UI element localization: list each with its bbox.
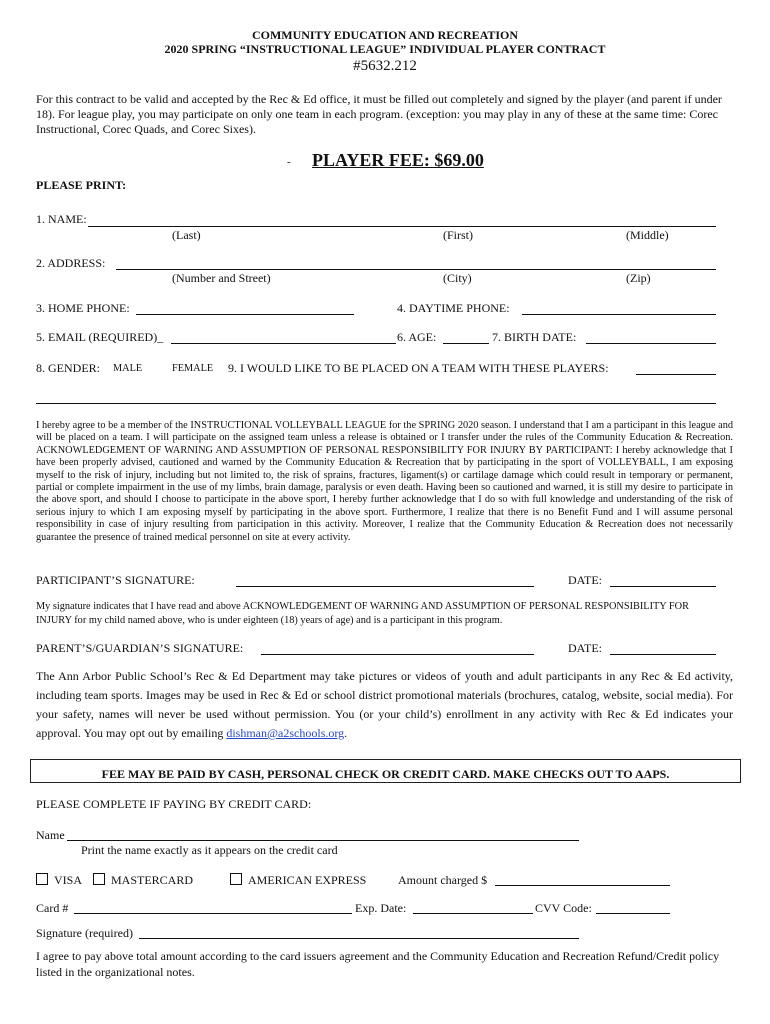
fee-notice: FEE MAY BE PAID BY CASH, PERSONAL CHECK OR CREDIT CARD. MAKE CHECKS OUT TO AAPS. — [101, 767, 670, 781]
address-field[interactable] — [116, 269, 716, 270]
intro-text: For this contract to be valid and accepted by the Rec & Ed office, it must be filled out completely and signed by the player (and parent if under 18). For league play, you may participate on only one team in each program. (exception: you may play in any of these at the same time: Corec Instructional, Corec Quads, and Corec Sixes). — [36, 92, 722, 136]
amount-label: Amount charged $ — [398, 873, 488, 887]
visa-label: VISA — [54, 873, 83, 887]
home-phone-label: 3. HOME PHONE: — [36, 301, 130, 315]
name-last-hint: (Last) — [172, 228, 201, 242]
addr-city-hint: (City) — [443, 271, 472, 285]
exp-label: Exp. Date: — [355, 901, 407, 915]
addr-zip-hint: (Zip) — [626, 271, 651, 285]
age-label: 6. AGE: — [397, 330, 437, 344]
day-phone-label: 4. DAYTIME PHONE: — [397, 301, 510, 315]
visa-checkbox[interactable] — [36, 873, 48, 885]
cc-heading: PLEASE COMPLETE IF PAYING BY CREDIT CARD: — [36, 797, 312, 811]
email-label: 5. EMAIL (REQUIRED)_ — [36, 330, 164, 344]
gender-female[interactable]: FEMALE — [172, 363, 214, 374]
day-phone-field[interactable] — [522, 314, 716, 315]
card-number-label: Card # — [36, 901, 69, 915]
photo-policy-text: The Ann Arbor Public School’s Rec & Ed Department may take pictures or videos of youth and adult participants in any Rec & Ed activity, including team sports. Images may be used in Rec & Ed or school district promotional materials (brochures, catalog, website, social media). For your safety, names will never be used without permission. You (or your child’s) enrollment in any activity with Rec & Ed indicates your approval. You may opt out by emailing — [36, 669, 733, 740]
opt-out-email-link[interactable]: dishman@a2schools.org — [226, 726, 345, 740]
cc-visa-option[interactable] — [36, 873, 82, 888]
org-title: COMMUNITY EDUCATION AND RECREATION — [251, 28, 519, 42]
address-label: 2. ADDRESS: — [36, 256, 106, 270]
amex-label: AMERICAN EXPRESS — [248, 873, 367, 887]
cvv-field[interactable] — [596, 913, 670, 914]
gender-label: 8. GENDER: — [36, 361, 100, 375]
player-fee: PLAYER FEE: $69.00 — [312, 150, 484, 170]
cc-signature-label: Signature (required) — [36, 926, 133, 940]
name-first-hint: (First) — [443, 228, 473, 242]
cvv-label: CVV Code: — [535, 901, 592, 915]
addr-street-hint: (Number and Street) — [172, 271, 271, 285]
amex-checkbox[interactable] — [230, 873, 242, 885]
team-field[interactable] — [636, 374, 716, 375]
cc-name-hint: Print the name exactly as it appears on the credit card — [81, 843, 338, 857]
parent-sig-label: PARENT’S/GUARDIAN’S SIGNATURE: — [36, 641, 244, 655]
photo-policy-period: . — [344, 726, 348, 740]
parent-sig-field[interactable] — [261, 654, 534, 655]
gender-male[interactable]: MALE — [113, 363, 143, 374]
card-number-field[interactable] — [74, 913, 352, 914]
home-phone-field[interactable] — [136, 314, 354, 315]
cc-agreement: I agree to pay above total amount according to the card issuers agreement and the Community Education and Recreation Refund/Credit policy listed in the organizational notes. — [36, 949, 720, 979]
name-middle-hint: (Middle) — [626, 228, 669, 242]
please-print: PLEASE PRINT: — [36, 178, 127, 192]
form-number: #5632.212 — [353, 58, 417, 74]
cc-name-label: Name — [36, 828, 65, 842]
name-label: 1. NAME: — [36, 212, 87, 226]
mastercard-label: MASTERCARD — [111, 873, 194, 887]
name-field[interactable] — [88, 226, 716, 227]
email-field[interactable] — [171, 343, 396, 344]
cc-amex-option[interactable] — [230, 873, 366, 888]
cc-name-field[interactable] — [67, 840, 579, 841]
participant-date-label: DATE: — [568, 573, 602, 587]
form-title: 2020 SPRING “INSTRUCTIONAL LEAGUE” INDIVIDUAL PLAYER CONTRACT — [164, 42, 606, 56]
exp-field[interactable] — [413, 913, 533, 914]
parent-note: My signature indicates that I have read and above ACKNOWLEDGEMENT OF WARNING AND ASSUMPTION OF PERSONAL RESPONSIBILITY FOR INJURY for my child named above, who is under eighteen (18) years of age) and is a participant in this program. — [36, 601, 689, 626]
parent-date-field[interactable] — [610, 654, 716, 655]
photo-policy — [36, 667, 733, 743]
cc-signature-field[interactable] — [139, 938, 579, 939]
amount-field[interactable] — [495, 885, 670, 886]
team-label: 9. I WOULD LIKE TO BE PLACED ON A TEAM WITH THESE PLAYERS: — [228, 361, 609, 375]
agreement-text: I hereby agree to be a member of the INSTRUCTIONAL VOLLEYBALL LEAGUE for the SPRING 2020 season. I understand that I am a participant in this league and will be placed on a team. I will participate on the assigned team unless a release is obtained or I transfer under the rules of the Community Education & Recreation. ACKNOWLEDGEMENT OF WARNING AND ASSUMPTION OF PERSONAL RESPONSIBILITY FOR INJURY BY PARTICIPANT: I hereby acknowledge that I have been properly advised, cautioned and warned by the Community Education & Recreation that by participating in the sport of VOLLEYBALL, I am exposing myself to the risk of injury, including but not limited to, the risk of sprains, fractures, ligament(s) or cartilage damage which could result in temporary or permanent, partial or complete impairment in the use of my limbs, brain damage, paralysis or even death. Having been so cautioned and warned, it is still my desire to participate in the above sport, and should I choose to participate in the above sport, I hereby further acknowledge that I do so with full knowledge and understanding of the risk of serious injury to which I am exposing myself by participating in the above sport. Furthermore, I realize that there is no Benefit Fund and I will assume personal responsibility in case of injury resulting from participation in this activity. Moreover, I realize that the Community Education & Recreation does not necessarily guarantee the presence of trained medical personnel on site at every activity. — [36, 420, 733, 543]
age-field[interactable] — [443, 343, 489, 344]
birth-field[interactable] — [586, 343, 716, 344]
participant-date-field[interactable] — [610, 586, 716, 587]
parent-date-label: DATE: — [568, 641, 602, 655]
cc-mastercard-option[interactable] — [93, 873, 193, 888]
participant-sig-field[interactable] — [236, 586, 534, 587]
team-field-line2[interactable] — [36, 403, 716, 404]
mastercard-checkbox[interactable] — [93, 873, 105, 885]
participant-sig-label: PARTICIPANT’S SIGNATURE: — [36, 573, 195, 587]
fee-bullet: - — [287, 156, 291, 168]
birth-label: 7. BIRTH DATE: — [492, 330, 577, 344]
